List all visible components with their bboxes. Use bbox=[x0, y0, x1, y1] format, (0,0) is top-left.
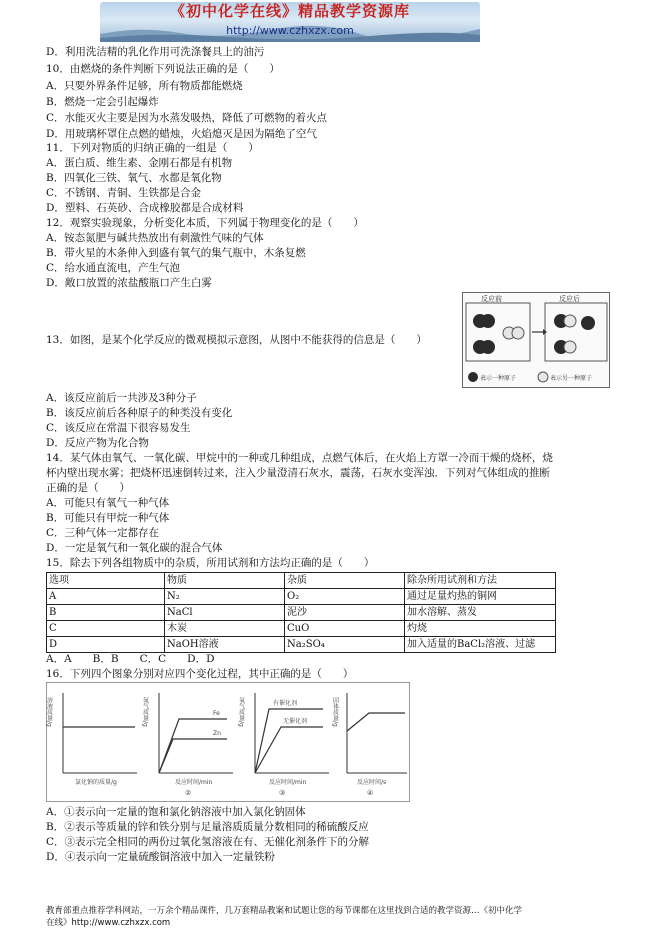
question-13: 13．如图，是某个化学反应的微观模拟示意图，从图中不能获得的信息是（ ） bbox=[46, 334, 427, 346]
table-cell: B bbox=[47, 605, 165, 621]
question-16: 16．下列四个图象分别对应四个变化过程，其中正确的是（ ） bbox=[46, 668, 354, 680]
graph-3-catalyst-label: 有催化剂 bbox=[273, 700, 298, 707]
graph-4 bbox=[332, 693, 408, 797]
option-line: D．一定是氧气和一氧化碳的混合气体 bbox=[46, 542, 223, 554]
text-line: D．利用洗洁精的乳化作用可洗涤餐具上的油污 bbox=[46, 46, 265, 58]
option-line: C．水能灭火主要是因为水蒸发吸热，降低了可燃物的着火点 bbox=[46, 112, 328, 124]
table-cell: O₂ bbox=[285, 589, 405, 605]
table-cell: 木炭 bbox=[165, 621, 285, 637]
option-line: D．用玻璃杯罩住点燃的蜡烛，火焰熄灭是因为隔绝了空气 bbox=[46, 128, 317, 140]
option-line: C．给水通直流电，产生气泡 bbox=[46, 262, 181, 274]
option-line: A．铵态氮肥与碱共热放出有刺激性气味的气体 bbox=[46, 232, 264, 244]
table-cell: 灼烧 bbox=[405, 621, 556, 637]
table-cell: NaCl bbox=[165, 605, 285, 621]
legend-atom-b: 表示另一种原子 bbox=[550, 375, 593, 382]
option-line: C．不锈钢、青铜、生铁都是合金 bbox=[46, 187, 202, 199]
option-line: C．③表示完全相同的两份过氧化氢溶液在有、无催化剂条件下的分解 bbox=[46, 836, 370, 848]
table-cell: NaOH溶液 bbox=[165, 637, 285, 653]
table-header-cell: 物质 bbox=[165, 573, 285, 589]
table-header-cell: 杂质 bbox=[285, 573, 405, 589]
table-cell: 通过足量灼热的铜网 bbox=[405, 589, 556, 605]
reaction-diagram bbox=[462, 292, 610, 388]
question-10: 10．由燃烧的条件判断下列说法正确的是（ ） bbox=[46, 63, 280, 75]
option-line: D．敞口放置的浓盐酸瓶口产生白雾 bbox=[46, 277, 212, 289]
fig-label-after: 反应后 bbox=[559, 295, 580, 303]
option-line: A．只要外界条件足够，所有物质都能燃烧 bbox=[46, 80, 243, 92]
option-line: B．②表示等质量的锌和铁分别与足量溶质质量分数相同的稀硫酸反应 bbox=[46, 821, 369, 833]
question-14-cont: 杯内壁出现水雾；把烧杯迅速倒转过来，注入少量澄清石灰水，震荡，石灰水变浑浊．下列对气体组成的推断 bbox=[46, 467, 550, 479]
footer-link[interactable]: 在线》http://www.czhxzx.com bbox=[46, 918, 171, 928]
graph-3-xlabel: 反应时间/min bbox=[269, 779, 307, 786]
option-line: B．带火星的木条伸入到盛有氧气的集气瓶中，木条复燃 bbox=[46, 247, 306, 259]
banner-title: 《初中化学在线》精品教学资源库 bbox=[169, 2, 410, 20]
footer-line: 教育部重点推荐学科网站，一万余个精品课件，几万套精品教案和试题让您的每节课都在这里找到合适的教学资源…《初中化学 bbox=[46, 906, 523, 916]
header-banner bbox=[100, 2, 480, 42]
four-graphs-figure bbox=[46, 682, 410, 802]
option-line: D．反应产物为化合物 bbox=[46, 437, 149, 449]
graph-1-xlabel: 氯化钠的质量/g bbox=[75, 779, 117, 786]
table-row bbox=[47, 621, 556, 637]
legend-atom-a: 表示一种原子 bbox=[480, 375, 517, 382]
table-header-cell: 除杂所用试剂和方法 bbox=[405, 573, 556, 589]
graph-3-ylabel: 氧气质量/g bbox=[237, 697, 245, 727]
table-header-cell: 选项 bbox=[47, 573, 165, 589]
graph-3-number: ③ bbox=[279, 789, 286, 797]
option-line: A．该反应前后一共涉及3种分子 bbox=[46, 392, 197, 404]
answer-choices: A．A B．B C．C D．D bbox=[46, 653, 215, 665]
option-line: D．④表示向一定量硫酸铜溶液中加入一定量铁粉 bbox=[46, 851, 275, 863]
option-line: C．该反应在常温下很容易发生 bbox=[46, 422, 191, 434]
graph-2-zn-label: Zn bbox=[213, 730, 221, 737]
graph-1 bbox=[46, 693, 138, 786]
impurity-table bbox=[46, 572, 556, 653]
table-cell: D bbox=[47, 637, 165, 653]
question-12: 12．观察实验现象，分析变化本质，下列属于物理变化的是（ ） bbox=[46, 217, 364, 229]
banner-url[interactable]: http://www.czhxzx.com bbox=[226, 24, 354, 37]
table-row bbox=[47, 589, 556, 605]
graph-2-xlabel: 反应时间/min bbox=[175, 779, 213, 786]
graph-2-number: ② bbox=[185, 789, 192, 797]
option-line: B．可能只有甲烷一种气体 bbox=[46, 512, 170, 524]
graph-3 bbox=[238, 693, 330, 797]
option-line: B．该反应前后各种原子的种类没有变化 bbox=[46, 407, 233, 419]
table-cell: 加入适量的BaCl₂溶液、过滤 bbox=[405, 637, 556, 653]
reaction-diagram-svg bbox=[463, 293, 611, 389]
table-row bbox=[47, 637, 556, 653]
table-cell: 泥沙 bbox=[285, 605, 405, 621]
option-line: C．三种气体一定都存在 bbox=[46, 527, 160, 539]
graph-4-xlabel: 反应时间/s bbox=[357, 779, 387, 786]
table-cell: CuO bbox=[285, 621, 405, 637]
table-cell: N₂ bbox=[165, 589, 285, 605]
graph-2-fe-label: Fe bbox=[213, 710, 220, 717]
table-header-row bbox=[47, 573, 556, 589]
graph-4-ylabel: 固体质量/g bbox=[331, 697, 339, 727]
option-line: A．蛋白质、维生素、金刚石都是有机物 bbox=[46, 157, 233, 169]
table-cell: A bbox=[47, 589, 165, 605]
table-cell: 加水溶解、蒸发 bbox=[405, 605, 556, 621]
option-line: A．①表示向一定量的饱和氯化钠溶液中加入氯化钠固体 bbox=[46, 806, 306, 818]
graph-4-number: ④ bbox=[367, 789, 374, 797]
question-15: 15．除去下列各组物质中的杂质，所用试剂和方法均正确的是（ ） bbox=[46, 557, 375, 569]
page-footer bbox=[46, 905, 626, 929]
graph-2 bbox=[142, 693, 234, 797]
option-line: A．可能只有氧气一种气体 bbox=[46, 497, 170, 509]
graph-1-ylabel: 溶液质量/g bbox=[45, 697, 53, 727]
table-cell: Na₂SO₄ bbox=[285, 637, 405, 653]
option-line: B．四氧化三铁、氧气、水都是氧化物 bbox=[46, 172, 222, 184]
fig-label-before: 反应前 bbox=[481, 295, 502, 303]
question-14-cont: 正确的是（ ） bbox=[46, 482, 130, 494]
question-14: 14．某气体由氧气、一氧化碳、甲烷中的一种或几种组成，点燃气体后，在火焰上方罩一冷而干燥的烧杯，烧 bbox=[46, 452, 553, 464]
four-graphs-svg bbox=[47, 683, 411, 803]
graph-2-ylabel: 氢气质量/g bbox=[141, 697, 149, 727]
option-line: D．塑料、石英砂、合成橡胶都是合成材料 bbox=[46, 202, 244, 214]
option-line: B．燃烧一定会引起爆炸 bbox=[46, 96, 159, 108]
table-row bbox=[47, 605, 556, 621]
graph-3-nocatalyst-label: 无催化剂 bbox=[283, 718, 308, 725]
question-11: 11．下列对物质的归纳正确的一组是（ ） bbox=[46, 142, 259, 154]
table-cell: C bbox=[47, 621, 165, 637]
